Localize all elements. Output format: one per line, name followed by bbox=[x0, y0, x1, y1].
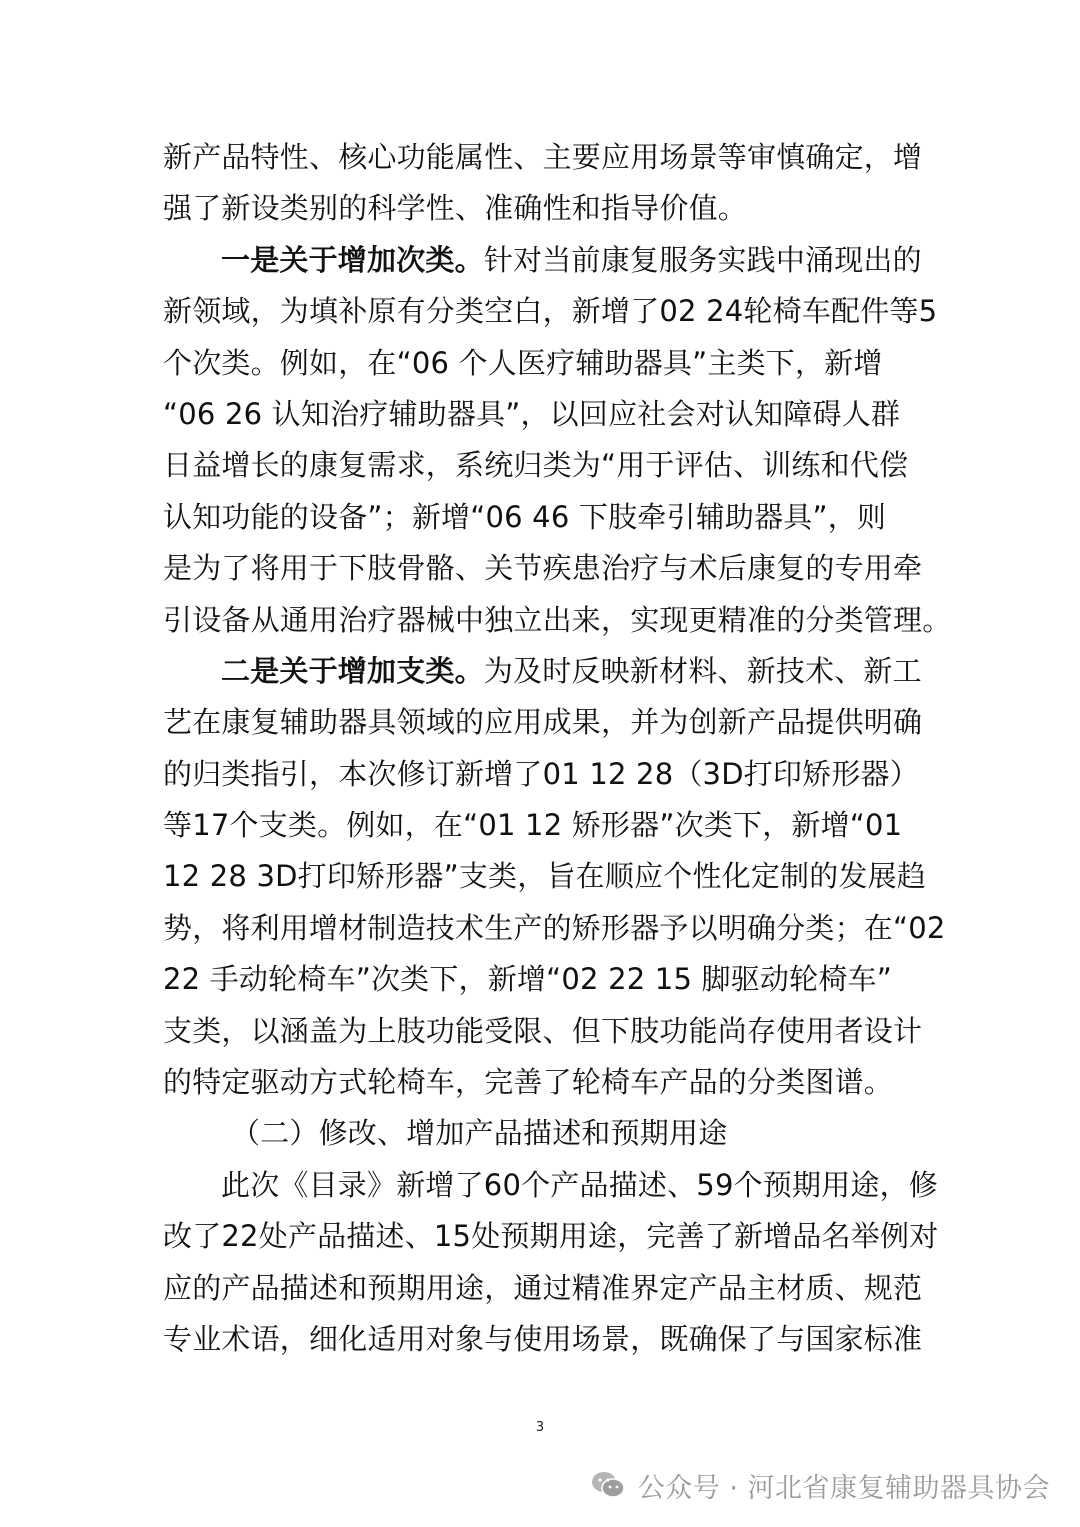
paragraph-heading-line bbox=[163, 235, 923, 286]
page-number: 3 bbox=[535, 1420, 545, 1435]
text-line: 等17个支类。例如，在“01 12 矫形器”次类下，新增“01 bbox=[163, 808, 903, 843]
text-line: 日益增长的康复需求，系统归类为“用于评估、训练和代偿 bbox=[163, 448, 909, 483]
text-line: 是为了将用于下肢骨骼、关节疾患治疗与术后康复的专用牵 bbox=[163, 551, 923, 586]
section-heading: （二）修改、增加产品描述和预期用途 bbox=[231, 1116, 728, 1151]
text-line: 22 手动轮椅车”次类下，新增“02 22 15 脚驱动轮椅车” bbox=[163, 962, 892, 997]
document-body bbox=[163, 132, 952, 1365]
text-line: 此次《目录》新增了60个产品描述、59个预期用途，修 bbox=[221, 1167, 939, 1202]
text-line: 艺在康复辅助器具领域的应用成果，并为创新产品提供明确 bbox=[163, 705, 923, 740]
bold-lead-text: 一是关于增加次类。 bbox=[221, 242, 484, 277]
text-line: 引设备从通用治疗器械中独立出来，实现更精准的分类管理。 bbox=[163, 602, 952, 637]
text-line: 12 28 3D打印矫形器”支类，旨在顺应个性化定制的发展趋 bbox=[163, 859, 927, 894]
text-line: 应的产品描述和预期用途，通过精准界定产品主材质、规范 bbox=[163, 1270, 923, 1305]
paragraph-heading-line bbox=[163, 646, 923, 697]
text-line: 强了新设类别的科学性、准确性和指导价值。 bbox=[163, 191, 748, 226]
text-line: “06 26 认知治疗辅助器具”，以回应社会对认知障碍人群 bbox=[163, 396, 901, 431]
text-line: 支类，以涵盖为上肢功能受限、但下肢功能尚存使用者设计 bbox=[163, 1013, 923, 1048]
text-line: 势，将利用增材制造技术生产的矫形器予以明确分类；在“02 bbox=[163, 910, 946, 945]
lead-rest-text: 针对当前康复服务实践中涌现出的 bbox=[483, 242, 922, 277]
text-line: 新产品特性、核心功能属性、主要应用场景等审慎确定，增 bbox=[163, 140, 923, 174]
text-line: 的特定驱动方式轮椅车，完善了轮椅车产品的分类图谱。 bbox=[163, 1065, 894, 1100]
lead-rest-text: 为及时反映新材料、新技术、新工 bbox=[483, 653, 922, 688]
wechat-icon bbox=[590, 1470, 626, 1500]
text-line: 改了22处产品描述、15处预期用途，完善了新增品名举例对 bbox=[163, 1219, 939, 1254]
text-line: 新领域，为填补原有分类空白，新增了02 24轮椅车配件等5 bbox=[163, 294, 938, 329]
bold-lead-text: 二是关于增加支类。 bbox=[221, 653, 484, 688]
text-line: 个次类。例如，在“06 个人医疗辅助器具”主类下，新增 bbox=[163, 345, 883, 380]
text-line: 认知功能的设备”；新增“06 46 下肢牵引辅助器具”，则 bbox=[163, 499, 887, 534]
watermark-text: 公众号 · 河北省康复辅助器具协会 bbox=[637, 1472, 1050, 1504]
text-line: 专业术语，细化适用对象与使用场景，既确保了与国家标准 bbox=[163, 1321, 923, 1356]
watermark bbox=[590, 1462, 1050, 1508]
text-line: 的归类指引，本次修订新增了01 12 28（3D打印矫形器） bbox=[163, 756, 919, 791]
